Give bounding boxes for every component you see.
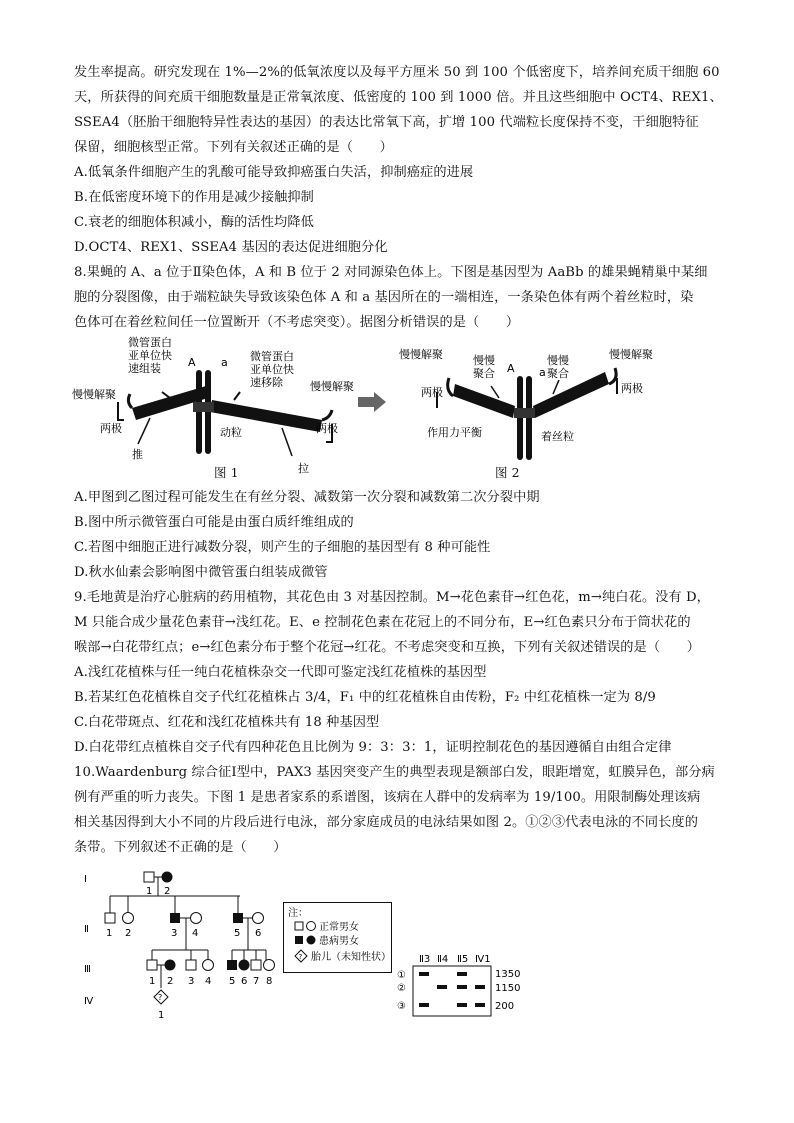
q8-figure-2 — [395, 336, 695, 466]
fig2-label-poly-left-1: 慢慢 — [473, 354, 495, 367]
q8-stem-line-1: 8.果蝇的 A、a 位于Ⅱ染色体，A 和 B 位于 2 对同源染色体上。下图是基因型为 AaBb 的雄果蝇精巢中某细 — [74, 265, 708, 280]
q10-legend — [283, 902, 393, 974]
q9-stem-line-1: 9.毛地黄是治疗心脏病的药用植物，其花色由 3 对基因控制。M→花色素苷→红色花，m→纯白花。没有 D， — [74, 590, 710, 605]
fig2-left-curl — [448, 378, 453, 396]
q10-gel — [395, 952, 525, 1022]
g3-1-male-normal — [147, 960, 157, 970]
fig2-label-pole-left: 两极 — [421, 386, 443, 399]
g3-2-female-affected — [165, 960, 176, 971]
fig2-label-slow-left: 慢慢解聚 — [399, 348, 443, 361]
gen-label-1: Ⅰ — [84, 874, 87, 885]
q7-option-b: B.在低密度环境下的作用是减少接触抑制 — [74, 190, 314, 205]
legend-affected-male — [295, 936, 303, 944]
g2-num-5: 5 — [234, 928, 241, 939]
push-arrow — [138, 418, 150, 444]
fig1-label-push: 推 — [132, 448, 143, 461]
band-IV1-3 — [475, 1003, 485, 1007]
g3-num-3: 3 — [188, 976, 195, 987]
q7-stem-line-3: SSEA4（胚胎干细胞特异性表达的基因）的表达比常氧下高，扩增 100 代端粒长度保持不变，干细胞特征 — [74, 115, 699, 130]
fig2-label-poly-right-1: 慢慢 — [547, 354, 569, 367]
g3-7-male-normal — [251, 960, 261, 970]
gel-lane-1: Ⅱ3 — [419, 954, 431, 965]
band-II5-3 — [457, 1003, 467, 1007]
fig1-caption: 图 1 — [214, 465, 239, 480]
g2-num-2: 2 — [125, 928, 132, 939]
legend-affected-female — [307, 936, 316, 945]
pull-arrow — [282, 428, 292, 456]
q8-stem-line-2: 胞的分裂图像，由于端粒缺失导致该染色体 A 和 a 基因所在的一端相连，一条染色体有两个着丝粒时，染 — [74, 290, 694, 305]
g1-num-2: 2 — [164, 886, 171, 897]
fig2-label-force-balance: 作用力平衡 — [427, 426, 482, 439]
gel-size-1: 1350 — [495, 969, 521, 980]
fig1-label-tubulin-a2: 亚单位快 — [128, 349, 172, 362]
gen-label-2: Ⅱ — [84, 924, 89, 935]
g3-8-female-normal — [264, 960, 275, 971]
fig1-label-A: A — [188, 356, 196, 369]
legend-title: 注： — [288, 908, 308, 919]
band-II3-3 — [419, 1003, 429, 1007]
q8-option-b: B.图中所示微管蛋白可能是由蛋白质纤维组成的 — [74, 515, 354, 530]
fig2-label-a: a — [539, 366, 546, 379]
gel-lane-4: Ⅳ1 — [475, 954, 491, 965]
fig1-label-tubulin-r2: 亚单位快 — [250, 363, 294, 376]
q9-option-a: A.浅红花植株与任一纯白花植株杂交一代即可鉴定浅红花植株的基因型 — [74, 665, 487, 680]
g3-num-1: 1 — [149, 976, 156, 987]
q7-stem-line-4: 保留，细胞核型正常。下列有关叙述正确的是（ ） — [74, 140, 393, 155]
fig1-label-a: a — [221, 356, 228, 369]
fig1-label-tubulin-r3: 速移除 — [250, 376, 283, 389]
q9-option-c: C.白花带斑点、红花和浅红花植株共有 18 种基因型 — [74, 715, 380, 730]
fig2-label-pole-right: 两极 — [621, 382, 643, 395]
g3-5-male-affected — [227, 960, 237, 970]
fig1-label-pole-left: 两极 — [100, 422, 122, 435]
gel-lane-2: Ⅱ4 — [437, 954, 449, 965]
remove-arrow — [234, 392, 240, 400]
gel-band-1: ① — [397, 970, 406, 981]
q10-stem-line-1: 10.Waardenburg 综合征Ⅰ型中，PAX3 基因突变产生的典型表现是额部白发，眼距增宽，虹膜异色，部分病 — [74, 765, 715, 780]
fig2-label-A: A — [507, 362, 515, 375]
band-II3-1 — [419, 972, 429, 976]
q7-stem-line-1: 发生率提高。研究发现在 1%—2%的低氧浓度以及每平方厘米 50 到 100 个低密度下，培养间充质干细胞 60 — [74, 65, 720, 80]
g2-4-female-normal — [191, 913, 202, 924]
g2-6-female-normal — [253, 913, 264, 924]
g3-num-8: 8 — [266, 976, 273, 987]
left-curl — [128, 394, 132, 408]
q7-option-a: A.低氧条件细胞产生的乳酸可能导致抑癌蛋白失活，抑制癌症的进展 — [74, 165, 474, 180]
legend-normal-text: 正常男女 — [319, 922, 359, 933]
fig1-label-tubulin-r1: 微管蛋白 — [250, 350, 294, 363]
gel-lane-3: Ⅱ5 — [457, 954, 469, 965]
q8-stem-line-3: 色体可在着丝粒间任一位置断开（不考虑突变）。据图分析错误的是（ ） — [74, 315, 520, 330]
g1-1-male-normal — [144, 872, 154, 882]
g2-2-female-normal — [123, 913, 134, 924]
right-curl — [322, 410, 332, 420]
g4-fetus-symbol: ? — [158, 993, 163, 1002]
g3-num-2: 2 — [167, 976, 174, 987]
q10-stem-line-2: 例有严重的听力丧失。下图 1 是患者家系的系谱图，该病在人群中的发病率为 19/100。用限制酶处理该病 — [74, 790, 701, 805]
fig1-label-slow-left: 慢慢解聚 — [72, 388, 116, 401]
g2-num-4: 4 — [192, 928, 199, 939]
left-pole-mark — [118, 402, 124, 420]
q7-stem-line-2: 天，所获得的间充质干细胞数量是正常氧浓度、低密度的 100 到 1000 倍。并且这些细胞中 OCT4、REX1、 — [74, 90, 723, 105]
q9-stem-line-3: 喉部→白花带红点；e→红色素分布于整个花冠→红花。不考虑突变和互换，下列有关叙述错误的是（ ） — [74, 640, 700, 655]
figure-transition-arrow — [358, 392, 388, 412]
fig1-label-kinetochore: 动粒 — [220, 426, 242, 439]
q9-stem-line-2: M 只能合成少量花色素苷→浅红花。E、e 控制花色素在花冠上的不同分布，E→红色素只分布于筒状花的 — [74, 615, 691, 630]
q10-stem-line-3: 相关基因得到大小不同的片段后进行电泳，部分家庭成员的电泳结果如图 2。①②③代表电泳的不同长度的 — [74, 815, 699, 830]
left-arm — [453, 384, 515, 418]
g3-6-female-affected — [239, 960, 250, 971]
legend-normal-male — [295, 922, 303, 930]
q8-option-a: A.甲图到乙图过程可能发生在有丝分裂、减数第一次分裂和减数第二次分裂中期 — [74, 490, 540, 505]
fig2-label-centromere: 着丝粒 — [541, 430, 574, 443]
g2-num-1: 1 — [106, 928, 113, 939]
q7-option-d: D.OCT4、REX1、SSEA4 基因的表达促进细胞分化 — [74, 240, 388, 255]
g3-num-7: 7 — [253, 976, 260, 987]
fig2-label-poly-left-2: 聚合 — [473, 367, 495, 380]
band-IV1-2 — [475, 985, 485, 989]
g3-num-4: 4 — [205, 976, 212, 987]
assemble-arrow — [162, 392, 170, 398]
gel-size-2: 1150 — [495, 983, 521, 994]
q8-option-d: D.秋水仙素会影响图中微管蛋白组装成微管 — [74, 565, 328, 580]
fig2-right-curl — [609, 368, 616, 384]
gel-band-2: ② — [397, 983, 406, 994]
g3-num-5: 5 — [229, 976, 236, 987]
gen-label-4: Ⅳ — [84, 996, 94, 1007]
g2-num-6: 6 — [255, 928, 262, 939]
band-II5-2 — [457, 985, 467, 989]
g3-num-6: 6 — [241, 976, 248, 987]
g1-2-female-affected — [162, 872, 173, 883]
gel-band-3: ③ — [397, 1001, 406, 1012]
q9-option-d: D.白花带红点植株自交子代有四种花色且比例为 9：3：3：1，证明控制花色的基因遵循自由组合定律 — [74, 740, 672, 755]
fig1-label-pull: 拉 — [298, 462, 309, 475]
fig2-caption: 图 2 — [495, 465, 520, 480]
band-II4-2 — [437, 985, 447, 989]
legend-fetus-symbol: ? — [298, 953, 303, 961]
legend-fetus-text: 胎儿（未知性状） — [311, 952, 391, 963]
legend-affected-text: 患病男女 — [319, 936, 359, 947]
legend-normal-female — [307, 922, 316, 931]
kinetochore-block — [193, 402, 214, 412]
q7-option-c: C.衰老的细胞体积减小，酶的活性均降低 — [74, 215, 314, 230]
band-II5-1 — [457, 972, 467, 976]
g2-3-male-affected — [170, 913, 180, 923]
fig1-label-pole-right: 两极 — [316, 422, 338, 435]
q9-option-b: B.若某红色花植株自交子代红花植株占 3/4，F₁ 中的红花植株自由传粉，F₂ 中红花植株一定为 8/9 — [74, 690, 656, 705]
g2-num-3: 3 — [171, 928, 178, 939]
g3-3-male-normal — [186, 960, 196, 970]
gel-size-3: 200 — [495, 1001, 515, 1012]
fig1-label-tubulin-a1: 微管蛋白 — [128, 336, 172, 349]
g2-5-male-affected — [233, 913, 243, 923]
fig1-label-tubulin-a3: 速组装 — [128, 362, 161, 375]
g1-num-1: 1 — [146, 886, 153, 897]
fig2-label-slow-right: 慢慢解聚 — [609, 348, 653, 361]
fig2-label-poly-right-2: 聚合 — [547, 367, 569, 380]
fig1-label-slow-right: 慢慢解聚 — [310, 380, 354, 393]
q8-option-c: C.若图中细胞正进行减数分裂，则产生的子细胞的基因型有 8 种可能性 — [74, 540, 491, 555]
q10-stem-line-4: 条带。下列叙述不正确的是（ ） — [74, 840, 287, 855]
fig2-centromere-block — [514, 408, 535, 418]
g4-num-1: 1 — [158, 1010, 165, 1021]
gen-label-3: Ⅲ — [84, 964, 91, 975]
q10-pedigree — [80, 866, 280, 1026]
g3-4-female-normal — [203, 960, 214, 971]
g2-1-male-normal — [105, 913, 115, 923]
